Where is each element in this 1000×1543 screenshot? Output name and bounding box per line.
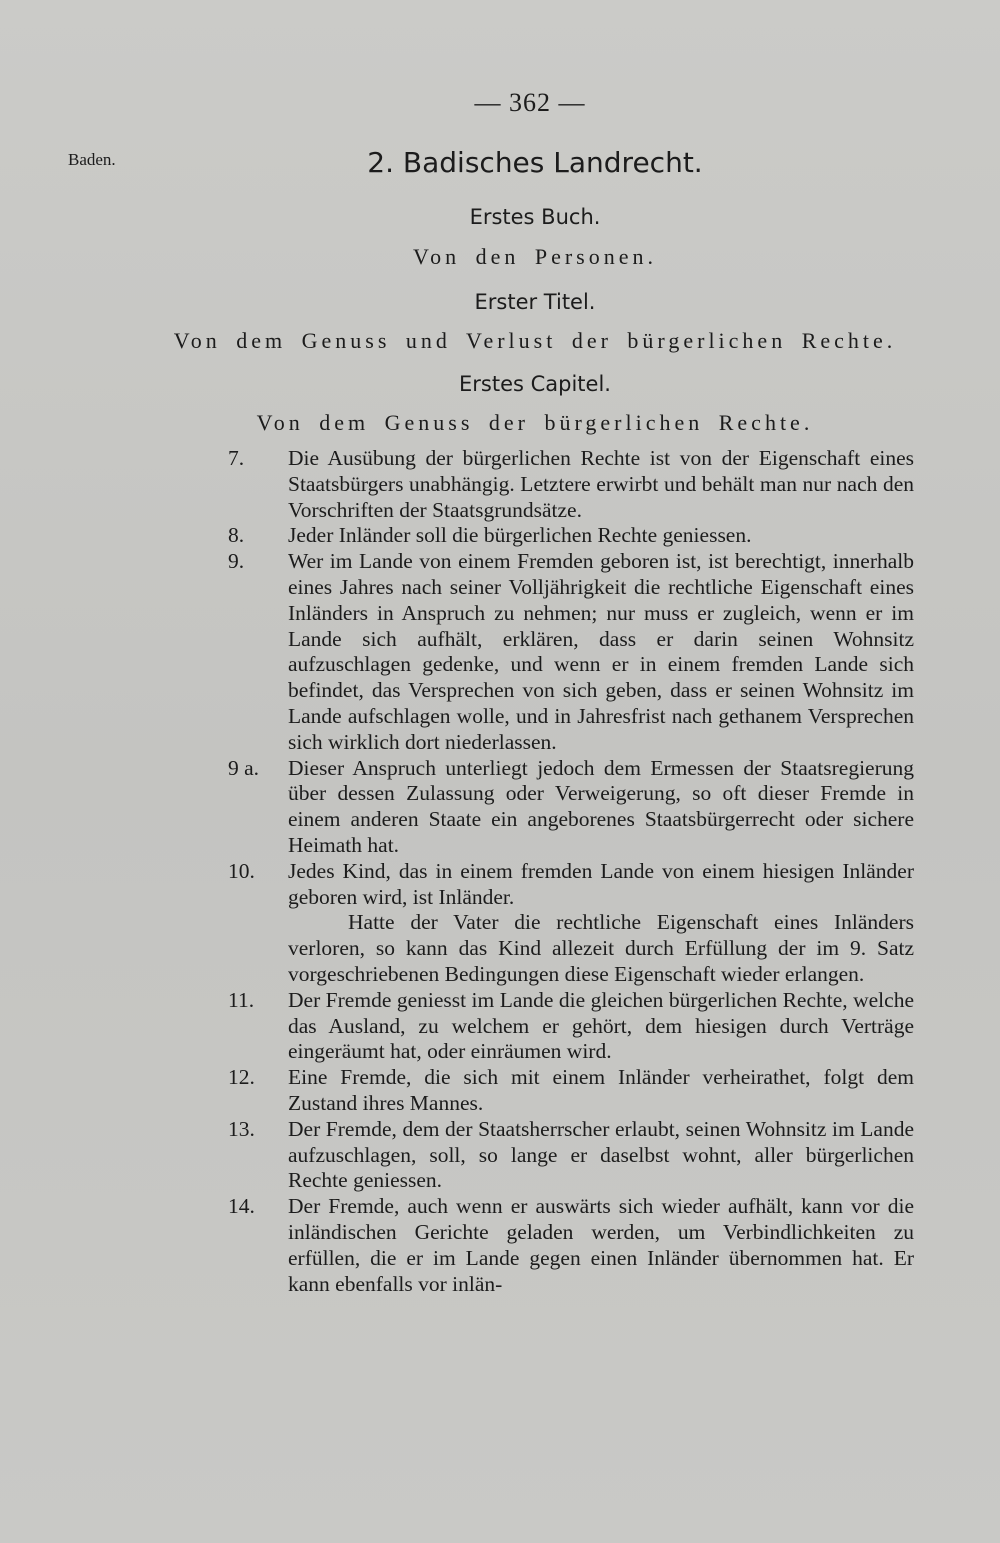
paragraph-number: 10. <box>228 858 255 883</box>
paragraph-12 <box>228 1065 914 1117</box>
paragraph-number: 11. <box>228 987 255 1012</box>
paragraph-10 <box>228 858 914 988</box>
paragraph-list <box>0 446 1000 1297</box>
title-subtitle: Von dem Genuss und Verlust der bürgerlichen Rechte. <box>173 328 897 353</box>
paragraph-11 <box>228 987 914 1065</box>
paragraph-continuation: Hatte der Vater die rechtliche Eigenschaft eines Inländers verloren, so kann das Kind allezeit durch Erfüllung der im 9. Satz vorgeschriebenen Bedingungen diese Eigenschaft wieder erlangen. <box>288 910 914 986</box>
book-subtitle: Von den Personen. <box>413 244 657 269</box>
paragraph-13 <box>228 1116 914 1194</box>
book-heading: Erstes Buch. <box>469 205 601 229</box>
paragraph-text: Der Fremde geniesst im Lande die gleichen bürgerlichen Rechte, welche das Ausland, zu welchem er gehört, dem hiesigen durch Verträge eingeräumt hat, oder einräumen wird. <box>288 987 914 1064</box>
paragraph-number: 13. <box>228 1116 255 1141</box>
paragraph-number: 7. <box>228 446 245 470</box>
chapter-subtitle: Von dem Genuss der bürgerlichen Rechte. <box>256 410 814 435</box>
paragraph-text: Die Ausübung der bürgerlichen Rechte ist von der Eigenschaft eines Staatsbürgers unabhängig. Letztere erwirbt und behält man nur nach den Vorschriften der Staatsgrundsätze. <box>288 446 914 522</box>
chapter-heading: Erstes Capitel. <box>459 372 611 396</box>
paragraph-text: Jeder Inländer soll die bürgerlichen Rechte geniessen. <box>288 523 752 548</box>
paragraph-text: Wer im Lande von einem Fremden geboren ist, ist berechtigt, innerhalb eines Jahres nach seiner Volljährigkeit die rechtliche Eigenschaft eines Inländers in Anspruch zu nehmen; nur muss er zugleich, wenn er im Lande sich aufhält, erklären, dass er darin seinen Wohnsitz aufzuschlagen gedenke, und wenn er in einem fremden Lande sich befindet, das Versprechen von sich geben, dass er seinen Wohnsitz im Lande aufschlagen wolle, und in Jahresfrist nach gethanem Versprechen sich wirklich dort niederlassen. <box>288 549 914 754</box>
paragraph-number: 9 a. <box>228 755 260 780</box>
paragraph-text: Der Fremde, auch wenn er auswärts sich wieder aufhält, kann vor die inländischen Gerichte geladen werden, um Verbindlichkeiten zu erfüllen, die er im Lande gegen einen Inländer übernommen hat. Er kann ebenfalls vor inlän- <box>288 1194 914 1296</box>
paragraph-7 <box>228 446 914 523</box>
paragraph-text: Jedes Kind, das in einem fremden Lande von einem hiesigen Inländer geboren wird, ist Inländer. <box>288 858 914 909</box>
paragraph-14 <box>228 1194 914 1297</box>
paragraph-text: Der Fremde, dem der Staatsherrscher erlaubt, seinen Wohnsitz im Lande aufzuschlagen, soll, so lange er daselbst wohnt, aller bürgerlichen Rechte geniessen. <box>288 1116 914 1193</box>
section-heading: 2. Badisches Landrecht. <box>367 146 703 179</box>
paragraph-number: 9. <box>228 549 245 574</box>
paragraph-number: 14. <box>228 1194 255 1219</box>
title-heading: Erster Titel. <box>474 290 596 314</box>
paragraph-number: 8. <box>228 523 245 548</box>
paragraph-9a <box>228 755 914 859</box>
paragraph-text: Dieser Anspruch unterliegt jedoch dem Ermessen der Staatsregierung über dessen Zulassung oder Verweigerung, so oft dieser Fremde in einem anderen Staate ein angeborenes Staatsbürgerrecht oder sichere Heimath hat. <box>288 755 914 857</box>
margin-note: Baden. <box>68 150 116 169</box>
paragraph-text: Eine Fremde, die sich mit einem Inländer verheirathet, folgt dem Zustand ihres Mannes. <box>288 1065 914 1115</box>
paragraph-9 <box>228 549 914 755</box>
page-number: — 362 — <box>474 88 586 117</box>
paragraph-number: 12. <box>228 1065 255 1090</box>
paragraph-8 <box>228 523 914 549</box>
